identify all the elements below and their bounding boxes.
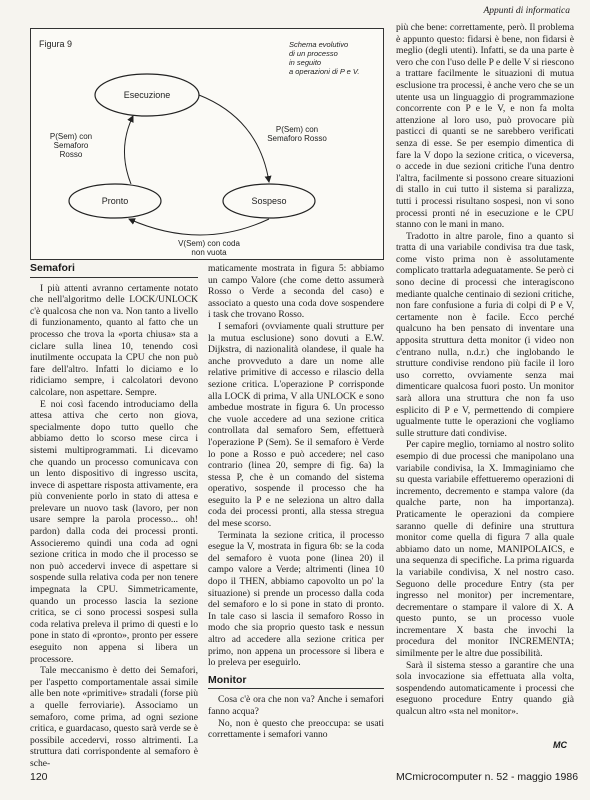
paragraph: I più attenti avranno certamente notato che nell'algoritmo delle LOCK/UNLOCK c'è qualcosa che non va. Non tanto a livello di funzionamento, quanto al fatto che un processo che trova la «porta chiusa» sta a ciclare sulla linea 10, tenendo così inutilmente occupata la CPU che non può fare dell'altro. Infatti lo diciamo e lo ridiciamo sempre, i calcolatori devono calcolare, non aspettare. Sempre. xyxy=(30,282,198,398)
section-heading-monitor: Monitor xyxy=(208,675,384,690)
text-column-2 xyxy=(208,263,384,741)
page-number: 120 xyxy=(30,771,48,783)
paragraph: più che bene: correttamente, però. Il problema è appunto questo: fidarsi è bene, non fidarsi è meglio (degli utenti). Infatti, se da una parte è vero che con l'uso delle P e delle V si riescono a trattare facilmente le situazioni di mutua esclusione tra processi, è anche vero che se un utente usa un linguaggio di programmazione concorrente con P e le V, e non fa molta attenzione al loro uso, può provocare più pasticci di quanti se ne sarebbero verificati senza di esse. Se per esempio dimentica di fare la V dopo la sezione critica, o viceversa, o accede in due sezioni critiche l'una dentro l'altra, facilmente si possono creare situazioni di stallo in cui tutto il sistema si paralizza, tutti i processi risultano sospesi, non vi sono processi pronti né in esecuzione e le CPU stanno con le mani in mano. xyxy=(396,22,574,231)
state-execution-label: Esecuzione xyxy=(123,90,171,100)
arrow-label-susp-ready-1: V(Sem) con coda xyxy=(178,239,240,248)
arrow-label-ready-exec-1: P(Sem) con xyxy=(49,132,93,141)
paragraph: Tradotto in altre parole, fino a quanto si tratta di una variabile condivisa tra due task, come visto prima non è assolutamente complicato trattarla adeguatamente. Se però ci sono decine di processi che interagiscono mediante qualche centinaio di sezioni critiche, non fare confusione a furia di colpi di P e V, certamente non è facile. Ecco perché qualcuno ha ben pensato di inventare una apposita struttura detta monitor (i video non c'entrano nulla, n.d.r.) che inglobando le strutture condivise rendono più facile il loro uso corretto, ovviamente senza mai dimenticare qualcosa fuori posto. Un monitor sarà allora una struttura che non fa uso esplicito di P e V, permettendo di compiere ugualmente tutte le operazioni che vogliamo sulle strutture dati condivise. xyxy=(396,230,574,439)
figure-9 xyxy=(30,28,384,260)
paragraph: Sarà il sistema stesso a garantire che una sola invocazione sia effettuata alla volta, sospendendo automaticamente i processi che eseguono procedure Entry quando già qualcun altro «sta nel monitor». xyxy=(396,659,574,718)
caption-line-3: in seguito xyxy=(289,58,322,67)
arrow-label-susp-ready-2: non vuota xyxy=(191,248,227,257)
figure-label: Figura 9 xyxy=(39,39,73,49)
state-suspended-label: Sospeso xyxy=(251,196,287,206)
end-mark-logo: MC xyxy=(553,740,567,750)
section-heading-semafori: Semafori xyxy=(30,263,198,278)
arrow-label-ready-exec-2: Semaforo xyxy=(53,141,89,150)
magazine-footer: MCmicrocomputer n. 52 - maggio 1986 xyxy=(396,771,579,783)
arrow-label-ready-exec-3: Rosso xyxy=(59,150,83,159)
paragraph: maticamente mostrata in figura 5: abbiamo un campo Valore (che come detto assumerà Rosso o Verde a seconda del caso) e associato a questo una coda dove sospendere i task che trovano Rosso. xyxy=(208,263,384,321)
caption-line-4: a operazioni di P e V. xyxy=(289,67,360,76)
paragraph: Cosa c'è ora che non va? Anche i semafori fanno acqua? xyxy=(208,694,384,717)
paragraph: E noi così facendo introduciamo della attesa attiva che certo non giova, specialmente dopo tutto quello che abbiamo detto lo scorso mese circa i sistemi multiprogrammati. Li dicevamo che quando un processo comunicava con un lento dispositivo di ingresso uscita, invece di aspettare risposta attivamente, era più conveniente porlo in stato di attesa e prelevare un nuovo task (lavoro, per non usare sempre la parola processo... oh! pardon) dalla coda dei processi pronti. Associeremo quindi una coda ad ogni sezione critica in modo che il processo se non può accedervi invece di aspettare si sospende sulla relativa coda per non tenere impegnata la CPU. Simmetricamente, quando un processo lascia la sezione critica, se ci sono processi sospesi sulla coda relativa preleva il primo di questi e lo pone in stato di «pronto», pronto per essere eseguito non appena si libera un processore. xyxy=(30,398,198,665)
state-diagram xyxy=(31,29,383,259)
arrow-execution-to-suspended xyxy=(199,95,269,182)
arrow-label-exec-susp-2: Semaforo Rosso xyxy=(267,134,327,143)
state-ready-label: Pronto xyxy=(101,196,129,206)
running-header: Appunti di informatica xyxy=(483,6,570,16)
arrow-label-exec-susp-1: P(Sem) con xyxy=(275,125,319,134)
paragraph: Tale meccanismo è detto dei Semafori, per l'aspetto comportamentale assai simile alle ben note «primitive» stradali (forse più a quelle ferroviarie). Associamo un semaforo, come prima, ad ogni sezione critica, e guardacaso, questo sarà verde se è possibile accedervi, rosso altrimenti. La struttura dati corrispondente al semaforo è sche- xyxy=(30,665,198,769)
arrow-suspended-to-ready xyxy=(129,219,269,235)
text-column-1 xyxy=(30,263,198,770)
paragraph: Terminata la sezione critica, il processo esegue la V, mostrata in figura 6b: se la coda del semaforo è vuota pone (linea 20) il campo valore a Verde; altrimenti (linea 10 dopo il THEN, abbiamo capovolto un po' la situazione) si prende un processo dalla coda del semaforo e lo si pone in stato di pronto. In tale caso si lascia il semaforo Rosso in modo che sia proprio questo task e nessun altro ad accedere alla sezione critica per primo, non appena un processore si libera e lo preleva per eseguirlo. xyxy=(208,529,384,669)
arrow-ready-to-execution xyxy=(124,116,133,184)
caption-line-1: Schema evolutivo xyxy=(289,40,349,49)
caption-line-2: di un processo xyxy=(289,49,338,58)
paragraph: I semafori (ovviamente quali strutture per la mutua esclusione) sono dovuti a E.W. Dijkstra, di nazionalità olandese, il quale ha anche provveduto a dare un nome alle relative primitive di accesso e rilascio della sezione critica. L'operazione P corrisponde alla LOCK di prima, V alla UNLOCK e sono ambedue mostrate in figura 6. Un processo che vuole accedere ad una sezione critica controllata dal semaforo Sem, effettuerà l'operazione P (Sem). Se il semaforo è Verde lo pone a Rosso e può accedere; nel caso contrario (linea 20, sempre di fig. 6a) la stessa P, che è un comando del sistema operativo, sospende il processo che ha eseguito la P e ne seleziona un altro dalla coda dei processi pronti, alla stessa stregua del mese scorso. xyxy=(208,320,384,530)
figure-caption xyxy=(289,40,359,76)
text-column-3 xyxy=(396,22,574,718)
paragraph: Per capire meglio, torniamo al nostro solito esempio di due processi che manipolano una variabile condivisa, la X. Immaginiamo che su questa variabile effettueremo operazioni di incremento, decremento e stampa valore (da qualche parte, non ha importanza). Praticamente le operazioni da compiere saranno quelle di definire una struttura monitor come quella di figura 7 alla quale abbiamo dato un nome, MANIPOLAICS, e una sequenza di specifiche. La prima riguarda la variabile condivisa, X nel nostro caso. Seguono delle procedure Entry (sta per ingresso nel monitor) per incrementare, decrementare o stampare il valore di X. A questo punto, se un processo vuole incrementare X basta che invochi la procedura del monitor INCREMENTA; similmente per le altre due possibilità. xyxy=(396,439,574,660)
paragraph: No, non è questo che preoccupa: se usati correttamente i semafori vanno xyxy=(208,717,384,741)
